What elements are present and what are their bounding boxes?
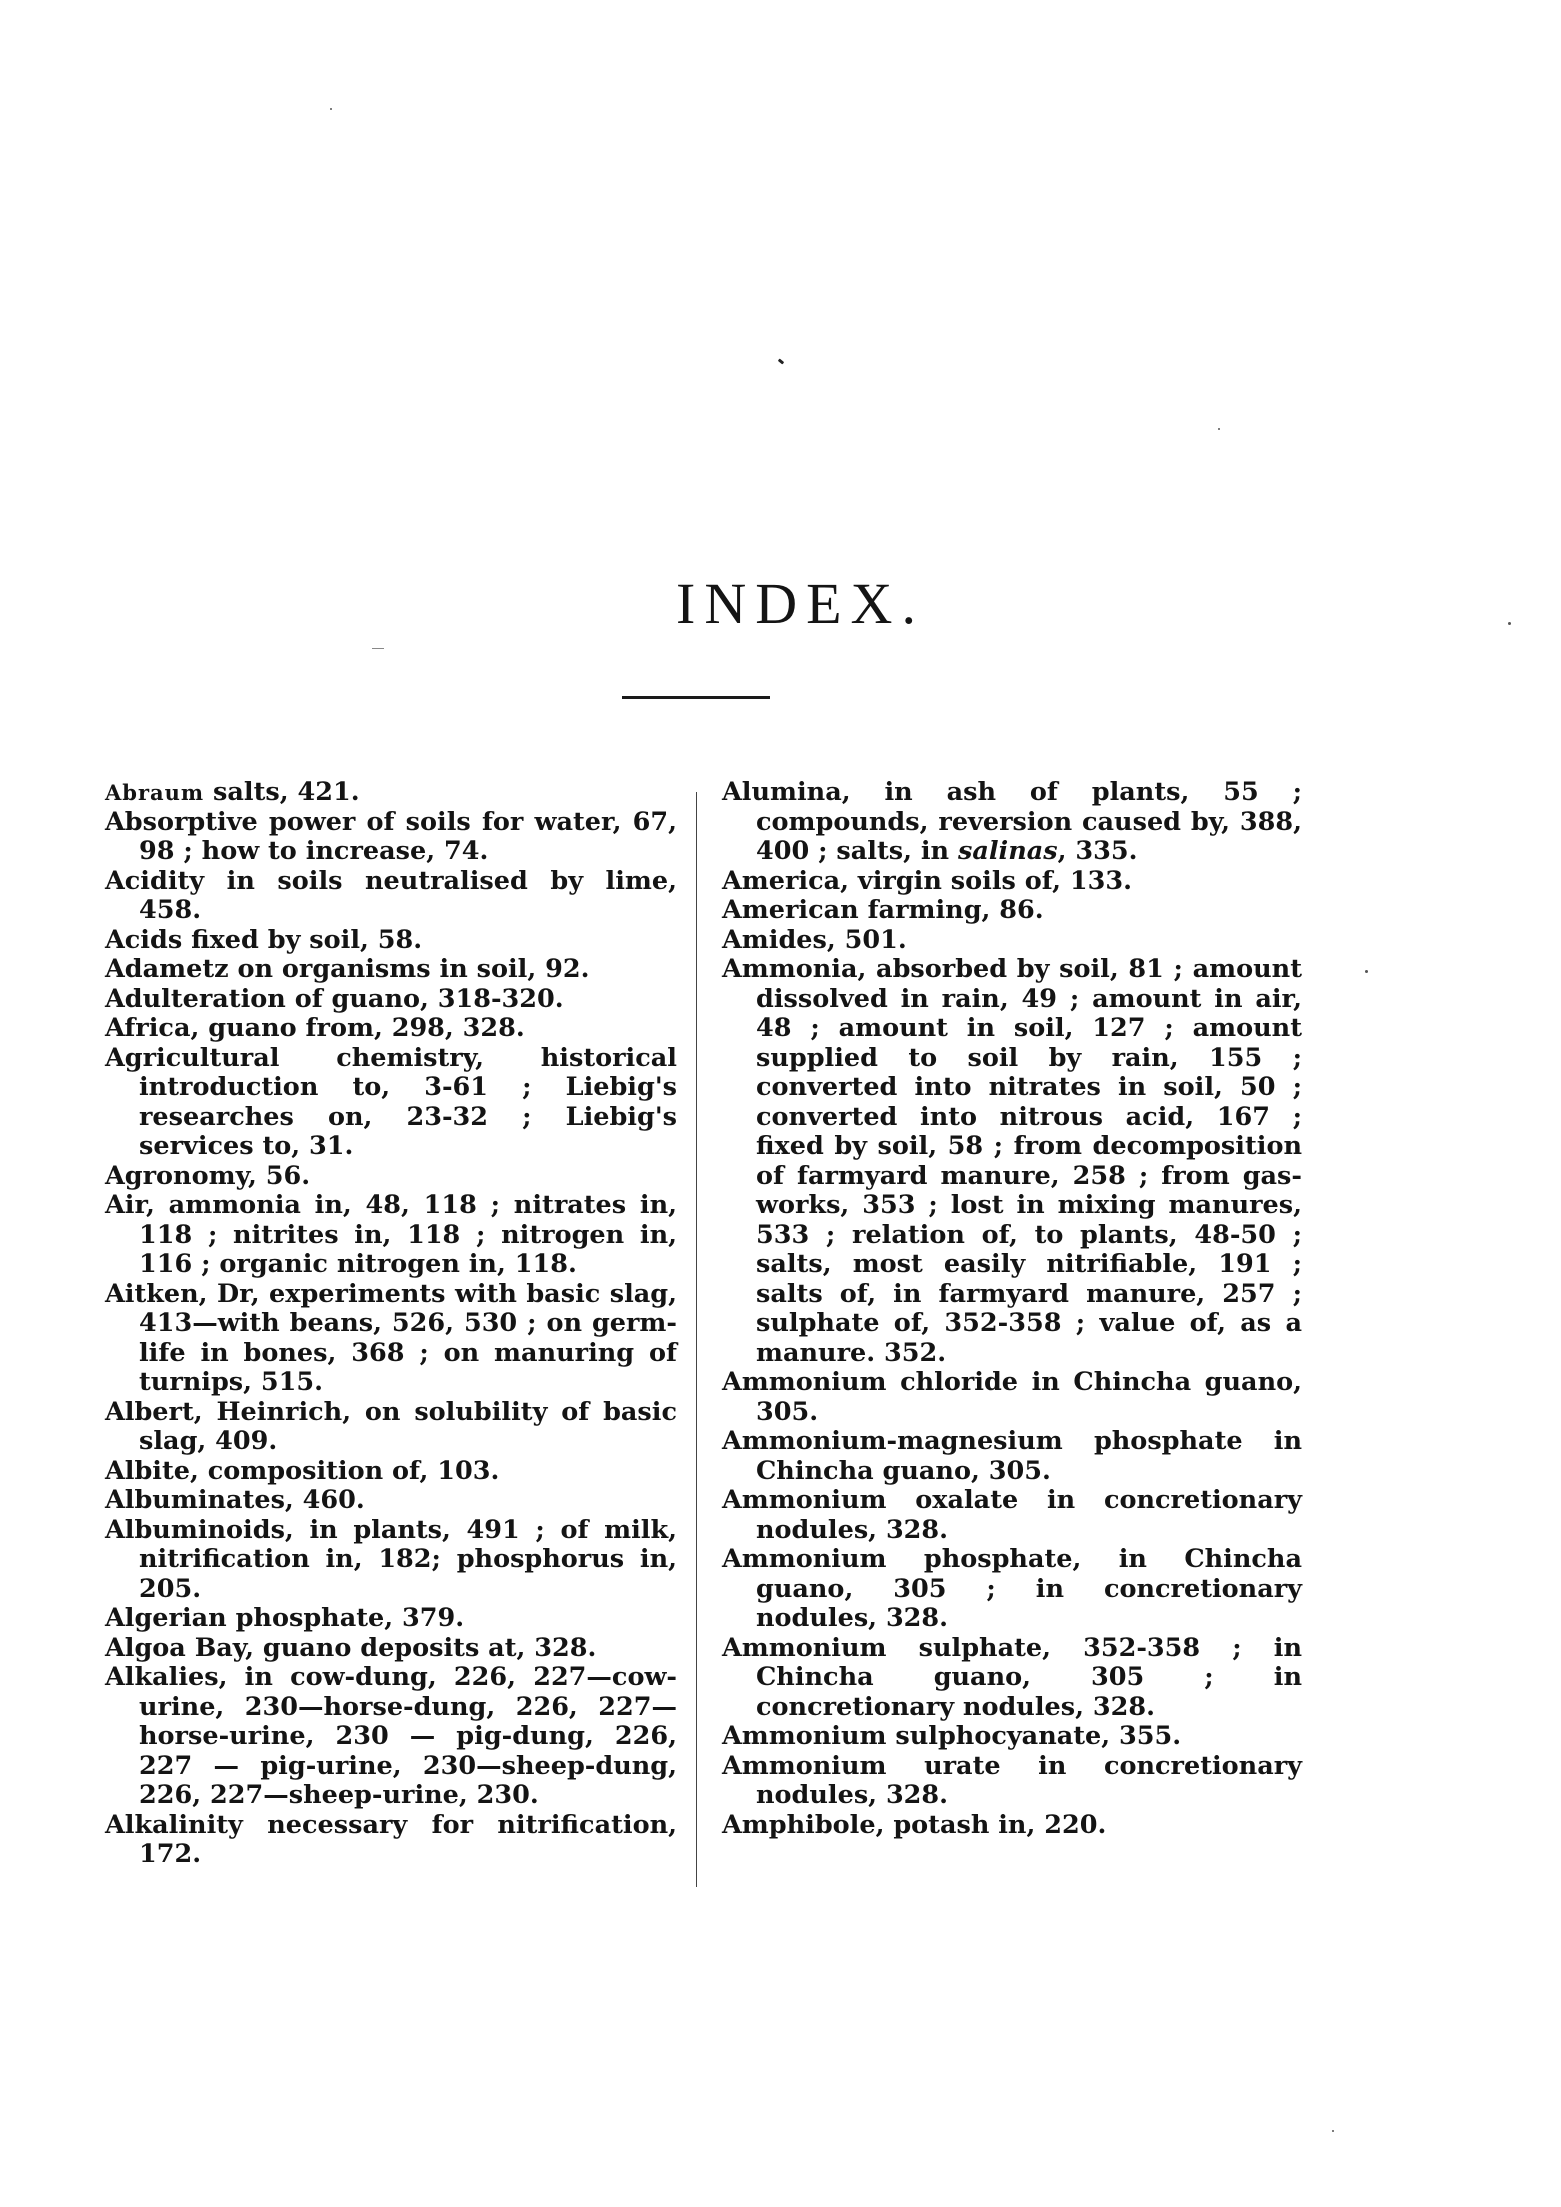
index-entry: Ammonium oxalate in concretionary nodules, 328.: [722, 1485, 1302, 1545]
index-entry: Aitken, Dr, experiments with basic slag, 413—with beans, 526, 530 ; on germ-life in bones, 368 ; on manuring of turnips, 515.: [105, 1278, 677, 1397]
speck: [372, 648, 384, 649]
index-entry: Amides, 501.: [722, 924, 907, 955]
index-entry: Acidity in soils neutralised by lime, 458.: [105, 865, 677, 925]
index-column-right: [722, 778, 1302, 1840]
speck: [1332, 2130, 1334, 2132]
entry-head: Abraum: [105, 780, 205, 805]
speck: [1218, 428, 1220, 430]
speck: [778, 358, 785, 364]
index-entry: Absorptive power of soils for water, 67, 98 ; how to increase, 74.: [105, 806, 677, 866]
index-entry: Agricultural chemistry, historical introduction to, 3-61 ; Liebig's researches on, 23-32 ; Liebig's services to, 31.: [105, 1042, 677, 1161]
index-entry: Africa, guano from, 298, 328.: [105, 1013, 525, 1043]
index-entry: Agronomy, 56.: [105, 1160, 311, 1191]
index-entry: Acids fixed by soil, 58.: [105, 924, 423, 955]
index-entry: Air, ammonia in, 48, 118 ; nitrates in, 118 ; nitrites in, 118 ; nitrogen in, 116 ; organic nitrogen in, 118.: [105, 1190, 677, 1279]
index-entry: Ammonium sulphocyanate, 355.: [722, 1721, 1182, 1751]
index-entry: Albuminoids, in plants, 491 ; of milk, nitrification in, 182; phosphorus in, 205.: [105, 1514, 677, 1604]
index-entry: Ammonium sulphate, 352-358 ; in Chincha guano, 305 ; in concretionary nodules, 328.: [722, 1632, 1302, 1722]
index-entry: Abraum salts, 421.: [105, 777, 360, 807]
index-entry: Alkalinity necessary for nitrification, 172.: [105, 1809, 677, 1869]
column-divider: [696, 792, 697, 1887]
index-entry: American farming, 86.: [722, 895, 1044, 925]
index-column-left: [105, 778, 677, 1870]
index-entry: Alkalies, in cow-dung, 226, 227—cow-urine, 230—horse-dung, 226, 227—horse-urine, 230 — pig-dung, 226, 227 — pig-urine, 230—sheep-dung, 226, 227—sheep-urine, 230.: [105, 1662, 677, 1810]
index-entry: Albite, composition of, 103.: [105, 1455, 500, 1486]
index-entry: Adametz on organisms in soil, 92.: [105, 954, 590, 984]
index-entry: Albert, Heinrich, on solubility of basic slag, 409.: [105, 1396, 677, 1456]
index-entry: Ammonium urate in concretionary nodules, 328.: [722, 1750, 1302, 1810]
index-entry: Alumina, in ash of plants, 55 ; compounds, reversion caused by, 388, 400 ; salts, in salinas, 335.: [722, 777, 1302, 866]
index-entry: Albuminates, 460.: [105, 1485, 365, 1515]
index-entry: Algerian phosphate, 379.: [105, 1603, 465, 1633]
speck: [330, 108, 332, 110]
entry-italic: salinas: [957, 836, 1058, 866]
index-entry: Ammonia, absorbed by soil, 81 ; amount dissolved in rain, 49 ; amount in air, 48 ; amount in soil, 127 ; amount supplied to soil by rain, 155 ; converted into nitrates in soil, 50 ; converted into nitrous acid, 167 ; fixed by soil, 58 ; from decomposition of farmyard manure, 258 ; from gas-works, 353 ; lost in mixing manures, 533 ; relation of, to plants, 48-50 ; salts, most easily nitrifiable, 191 ; salts of, in farmyard manure, 257 ; sulphate of, 352-358 ; value of, as a manure. 352.: [722, 954, 1302, 1368]
speck: [1365, 970, 1368, 973]
index-entry: Ammonium-magnesium phosphate in Chincha guano, 305.: [722, 1426, 1302, 1486]
index-entry: Ammonium phosphate, in Chincha guano, 305 ; in concretionary nodules, 328.: [722, 1544, 1302, 1633]
page-title: INDEX.: [676, 571, 925, 636]
title-rule: [622, 696, 770, 699]
index-entry: Amphibole, potash in, 220.: [722, 1809, 1107, 1840]
index-entry: Adulteration of guano, 318-320.: [105, 983, 564, 1014]
index-entry: America, virgin soils of, 133.: [722, 865, 1133, 896]
index-entry: Algoa Bay, guano deposits at, 328.: [105, 1632, 597, 1663]
index-entry: Ammonium chloride in Chincha guano, 305.: [722, 1367, 1302, 1427]
